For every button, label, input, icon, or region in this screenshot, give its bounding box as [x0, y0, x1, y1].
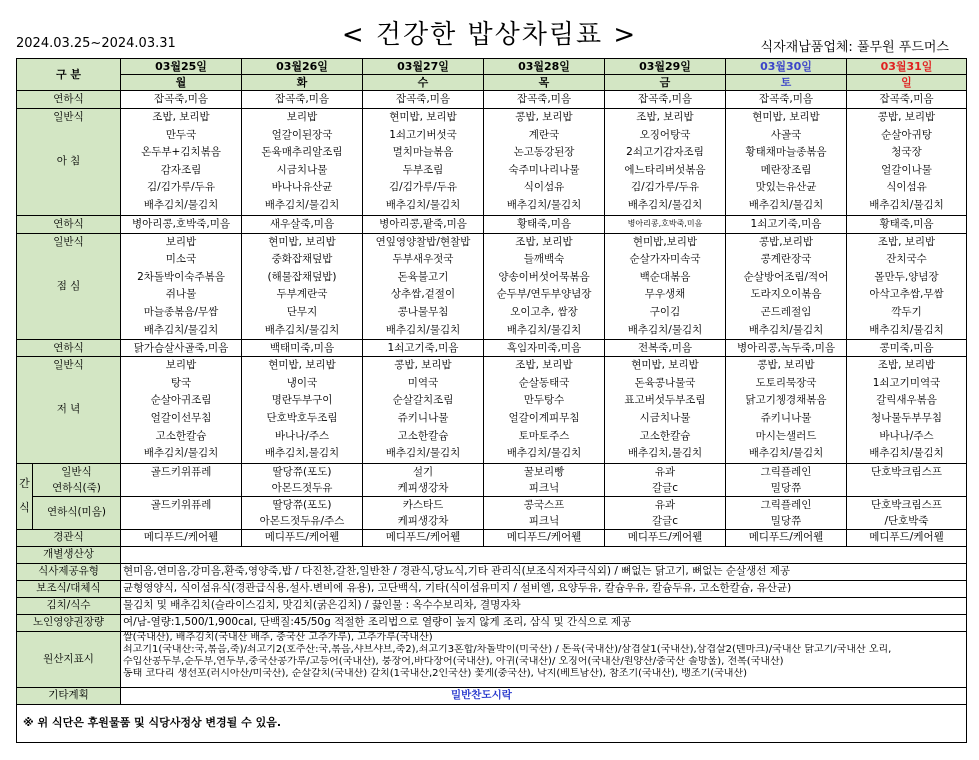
date-range: 2024.03.25~2024.03.31 [16, 36, 176, 51]
menu-item: 시금치나물 [276, 163, 328, 176]
menu-item: 현미밥, 보리밥 [268, 359, 336, 372]
soft-label: 연하식 [17, 91, 121, 109]
info-label: 김치/식수 [17, 597, 121, 614]
soft-meal-cell: 1쇠고기죽,미음 [726, 215, 847, 233]
soft-meal-cell: 흑임자미죽,미음 [484, 340, 605, 357]
soft-meal-cell: 잡곡죽,미음 [847, 91, 967, 109]
menu-item: 닭고기쳉경채볶음 [745, 394, 827, 407]
tube-cell: 메디푸드/케어웰 [242, 529, 363, 546]
tube-cell: 메디푸드/케어웰 [847, 529, 967, 546]
menu-item: 토마토주스 [518, 429, 570, 442]
menu-item: 보리밥 [286, 111, 318, 123]
menu-item: 청나물두부무침 [870, 411, 942, 424]
menu-item: 몰만두,양념장 [874, 270, 939, 283]
tube-label: 경관식 [17, 529, 121, 546]
menu-item: 김/김가루/두유 [631, 181, 699, 194]
soft-meal-cell: 콩미죽,미음 [847, 340, 967, 357]
menu-item: 명란두부구이 [271, 394, 333, 407]
menu-item: 딸당쮸(포도) [272, 465, 332, 478]
menu-item: 배추김치/물김치 [143, 323, 219, 336]
menu-item: 현미밥, 보리밥 [631, 359, 699, 372]
soft-meal-cell: 전복죽,미음 [605, 340, 726, 357]
snack-cell [242, 496, 363, 529]
info-label: 식사제공유형 [17, 563, 121, 580]
snack-cell [121, 463, 242, 496]
meal-cell [363, 233, 484, 340]
vendor-label: 식자재납품업체: 풀무원 푸드머스 [760, 40, 949, 55]
snack-cell [363, 463, 484, 496]
menu-item: 현미밥, 보리밥 [752, 111, 820, 123]
meal-cell [242, 357, 363, 464]
snack-cell [242, 463, 363, 496]
menu-item: 콩밥, 보리밥 [757, 359, 815, 372]
menu-item: 쥐나물 [165, 288, 197, 301]
menu-item: 콩밥, 보리밥 [515, 111, 573, 123]
meal-cell [726, 233, 847, 340]
menu-item: 밀당쮸 [770, 481, 802, 494]
menu-item: 피크닉 [528, 481, 560, 494]
menu-item: 2차돌박이숙주볶음 [137, 270, 225, 283]
origin-text: 쌀(국내산), 배추김치(국내산 배추, 중국산 고추가루), 고추가루(국내산) 쇠고기1(국내산:국,볶음,죽)/쇠고기2(호주산:국,볶음,샤브샤브,죽2),쇠고기3혼합/차돌박이(미국산) / 돈육(국내산)/삼겹살1(국내산),삼겹살2(덴마크)/국내산 닭고기/국내산 오리, 수입산콩두부,순두부,연두부,중국산콩가루/고등어(국내산), 붕장어,바다장어(국내산), 아귀(국내산)/ 오징어(국내산/원양산/중국산 솔방울), 전복(국내산) 동태 코다리 생선포(러시아산/미국산), 순살갈치(국내산) 갈치(1국내산,2인국산) 꽃게(중국산), 낙지(베트남산), 참조기(국내산), 뱅조기(국내산) [121, 631, 967, 687]
menu-item: 배추김치/물김치 [748, 447, 824, 460]
menu-item: 밀당쮸 [770, 514, 802, 527]
snack-cell [847, 496, 967, 529]
menu-item: 김/김가루/두유 [389, 181, 457, 194]
menu-item: 골드키위퓨레 [150, 465, 212, 478]
header-date: 03월27일 [363, 59, 484, 75]
menu-item: 연잎영양찰밥/현찰밥 [375, 235, 471, 248]
footer-note: ※ 위 식단은 후원물품 및 식당사정상 변경될 수 있음. [17, 704, 967, 742]
menu-item: 쥬키니나물 [397, 411, 449, 424]
soft-meal-cell: 병아리콩,녹두죽,미음 [726, 340, 847, 357]
menu-item: 깍두기 [891, 305, 922, 318]
soft-meal-cell: 잡곡죽,미음 [363, 91, 484, 109]
general-label: 일반식 [53, 235, 84, 248]
menu-item: 순살아귀조림 [150, 394, 212, 407]
menu-item: 보리밥 [165, 235, 197, 248]
menu-item: 케피생강차 [397, 514, 449, 527]
meal-cell [605, 357, 726, 464]
menu-item: 온두부+김치볶음 [141, 146, 221, 159]
meal-cell [605, 109, 726, 216]
menu-item: 유과 [654, 498, 676, 511]
info-text: 균형영양식, 식이섬유식(경관급식용,설사.변비에 유용), 고단백식, 기타(식이섬유미지 / 설비엘, 요양두유, 칼슘우유, 칼슘두유, 고소한칼슘, 유산균) [121, 580, 967, 597]
snack-cell [726, 496, 847, 529]
menu-item: 식이섬유 [523, 181, 565, 194]
menu-item: 현미밥, 보리밥 [389, 111, 457, 123]
snack-cell [605, 496, 726, 529]
soft-meal-cell: 병아리콩,호박죽,미음 [121, 215, 242, 233]
menu-item: 얼갈이된장국 [271, 128, 333, 141]
menu-item: 순살동태국 [518, 376, 570, 389]
menu-item: 냉이국 [286, 376, 318, 389]
menu-item: 미소국 [165, 253, 197, 266]
menu-item: 순살갈치조림 [392, 394, 454, 407]
menu-item: 황태채마늘종볶음 [745, 146, 827, 159]
menu-item: 배추김치,물김치 [264, 447, 340, 460]
snack-cell [847, 463, 967, 496]
menu-item: 바나나/주스 [274, 429, 330, 442]
menu-item: 사골국 [770, 128, 802, 141]
info-label: 개별생산상 [17, 546, 121, 563]
snack-cell [605, 463, 726, 496]
meal-cell [847, 109, 967, 216]
page-title: < 건강한 밥상차림표 > [341, 20, 638, 50]
menu-item: 바나나유산균 [271, 181, 333, 194]
menu-item: 순두부/연두부양념장 [496, 288, 592, 301]
menu-item: 배추김치/물김치 [748, 198, 824, 211]
meal-plan-table [16, 58, 967, 743]
menu-item: 잔치국수 [886, 253, 927, 266]
header-day: 수 [363, 75, 484, 91]
header-day: 화 [242, 75, 363, 91]
menu-item: 보리밥 [165, 359, 197, 372]
snack-label: 간 식 [17, 463, 33, 529]
menu-item: 마늘종볶음/무쌈 [143, 305, 219, 318]
menu-item: 1쇠고기미역국 [872, 376, 941, 389]
soft-label: 연하식 [17, 340, 121, 357]
soft-label: 연하식 [17, 215, 121, 233]
menu-item: 상추쌈,겉절이 [390, 288, 456, 301]
meal-label-cell [17, 233, 121, 340]
menu-item: 오징어탕국 [639, 128, 691, 141]
menu-item: 배추김치/물김치 [869, 198, 944, 211]
menu-item: 피크닉 [528, 514, 560, 527]
header-day: 금 [605, 75, 726, 91]
snack-cell [484, 463, 605, 496]
tube-cell: 메디푸드/케어웰 [363, 529, 484, 546]
menu-item: 아몬드젓두유/주스 [259, 514, 345, 527]
menu-item: 현미밥, 보리밥 [268, 235, 336, 248]
menu-item: 아몬드젓두유 [271, 481, 333, 494]
soft-meal-cell: 잡곡죽,미음 [726, 91, 847, 109]
header-date: 03월25일 [121, 59, 242, 75]
menu-item: 돈육콩나물국 [634, 376, 696, 389]
soft-meal-cell: 백태미죽,미음 [242, 340, 363, 357]
menu-item: 갈릭새우볶음 [876, 394, 937, 407]
menu-item [121, 513, 241, 529]
menu-item: 고소한칼슘 [639, 429, 691, 442]
menu-item: 고소한칼슘 [397, 429, 449, 442]
menu-item: 배추김치/물김치 [506, 323, 582, 336]
menu-item: 아삭고추쌈,무쌈 [869, 288, 944, 301]
menu-item: 곤드레절임 [760, 305, 812, 318]
menu-item: 탕국 [170, 376, 192, 389]
info-label: 노인영양권장량 [17, 614, 121, 631]
other-text: 밀반찬도시락 [121, 687, 967, 704]
menu-item: 배추김치/물김치 [506, 447, 582, 460]
menu-item: 꿀보리빵 [523, 465, 565, 478]
menu-item: 순살방어조림/적어 [743, 270, 829, 283]
menu-item: 딸당쮸(포도) [272, 498, 332, 511]
menu-item: 조밥, 보리밥 [636, 111, 694, 123]
meal-cell [847, 233, 967, 340]
soft-meal-cell: 병아리콩,팥죽,미음 [363, 215, 484, 233]
header-label: 구 분 [17, 59, 121, 91]
general-label: 일반식 [53, 359, 84, 372]
menu-item: 콩계란장국 [760, 253, 812, 266]
menu-item: 순살아귀탕 [881, 128, 932, 141]
soft-meal-cell: 잡곡죽,미음 [605, 91, 726, 109]
meal-name: 점 심 [56, 279, 81, 292]
menu-item: 돈육불고기 [397, 270, 449, 283]
menu-item: 그릭플레인 [760, 498, 812, 511]
menu-item [121, 480, 241, 496]
menu-item: 에느타리버섯볶음 [624, 163, 706, 176]
info-text: 물김치 및 배추김치(슬라이스김치, 맛김치(굵은김치) / 끓인물 : 옥수수보리차, 결명자차 [121, 597, 967, 614]
meal-name: 저 녁 [56, 403, 81, 416]
menu-item: 만두국 [165, 128, 197, 141]
menu-item: 구이김 [649, 305, 681, 318]
header-day: 토 [726, 75, 847, 91]
soft-meal-cell: 잡곡죽,미음 [242, 91, 363, 109]
soft-meal-cell: 새우살죽,미음 [242, 215, 363, 233]
meal-cell [242, 109, 363, 216]
meal-label-cell [17, 357, 121, 464]
menu-item: 식이섬유 [886, 181, 927, 194]
header-day: 월 [121, 75, 242, 91]
meal-cell [605, 233, 726, 340]
menu-item: 쥬키니나물 [760, 411, 812, 424]
other-label: 기타계획 [17, 687, 121, 704]
menu-item: 감자조림 [160, 163, 202, 176]
menu-item: 카스타드 [402, 498, 444, 511]
header-date: 03월29일 [605, 59, 726, 75]
soft-meal-cell: 병아리콩,호박죽,미음 [605, 215, 726, 233]
menu-item: 단호박호두조림 [266, 411, 338, 424]
menu-item: 맛있는유산균 [755, 181, 817, 194]
info-text: 여/남-열량:1,500/1,900cal, 단백질:45/50g 적절한 조리법으로 열량이 높지 않게 조리, 삼식 및 간식으로 제공 [121, 614, 967, 631]
meal-cell [847, 357, 967, 464]
menu-item: 조밥, 보리밥 [877, 235, 936, 248]
snack-cell [484, 496, 605, 529]
menu-item: 2쇠고기감자조림 [626, 146, 704, 159]
menu-item: 조밥, 보리밥 [515, 359, 573, 372]
menu-item: 숙주미나리나물 [508, 163, 580, 176]
menu-item: 배추김치,물김치 [627, 447, 703, 460]
menu-item: 중화잡채덮밥 [271, 253, 333, 266]
snack-cell [121, 496, 242, 529]
menu-item: 무우생채 [644, 288, 686, 301]
menu-item: 김/김가루/두유 [147, 181, 215, 194]
header-date: 03월31일 [847, 59, 967, 75]
menu-item: 설기 [412, 465, 434, 478]
info-text: 현미음,연미음,강미음,환죽,영양죽,밥 / 다진찬,갈찬,일반찬 / 경관식,당뇨식,기타 관리식(보조식저자극식외) / 뼈없는 닭고기, 뼈없는 순살생선 제공 [121, 563, 967, 580]
menu-item: 단무지 [286, 305, 318, 318]
soft-meal-cell: 잡곡죽,미음 [121, 91, 242, 109]
menu-item: 배추김치/물김치 [385, 447, 461, 460]
info-text [121, 546, 967, 563]
menu-item: 표고버섯두부조림 [624, 394, 706, 407]
menu-item: 조밥, 보리밥 [515, 235, 573, 248]
menu-item: 논고동강된장 [513, 146, 575, 159]
soft-meal-cell: 잡곡죽,미음 [484, 91, 605, 109]
menu-item: 1쇠고기버섯국 [389, 128, 457, 141]
menu-item: 얼갈이선무침 [150, 411, 212, 424]
snack-general-label: 일반식 연하식(죽) [33, 463, 121, 496]
menu-item: 골드키위퓨레 [150, 498, 212, 511]
soft-meal-cell: 황태죽,미음 [847, 215, 967, 233]
menu-item: 단호박크림스프 [870, 465, 942, 478]
tube-cell: 메디푸드/케어웰 [726, 529, 847, 546]
origin-label: 원산지표시 [17, 631, 121, 687]
meal-cell [363, 357, 484, 464]
menu-item: 메란장조림 [760, 163, 812, 176]
tube-cell: 메디푸드/케어웰 [484, 529, 605, 546]
meal-name: 아 침 [56, 155, 81, 168]
menu-item: 돈육매추리알조림 [261, 146, 343, 159]
menu-item: 배추김치/물김치 [385, 198, 461, 211]
menu-item: 도라지오이볶음 [750, 288, 822, 301]
menu-item: 배추김치/물김치 [385, 323, 461, 336]
meal-cell [121, 233, 242, 340]
header-date: 03월30일 [726, 59, 847, 75]
menu-item: 시금치나물 [639, 411, 691, 424]
menu-item: 배추김치/물김치 [627, 323, 703, 336]
meal-cell [242, 233, 363, 340]
menu-item: 계란국 [528, 128, 560, 141]
menu-item: 갈글c [651, 514, 679, 527]
menu-item: 만두탕수 [523, 394, 565, 407]
meal-cell [726, 109, 847, 216]
menu-item: 콩국스프 [523, 498, 565, 511]
menu-item: 배추김치/물김치 [506, 198, 582, 211]
menu-item: 배추김치/물김치 [264, 323, 340, 336]
menu-item: 도토리묵장국 [755, 376, 817, 389]
meal-cell [121, 109, 242, 216]
snack-cell [726, 463, 847, 496]
menu-item: 청국장 [891, 146, 922, 159]
menu-item: 바나나/주스 [879, 429, 934, 442]
menu-item: 케피생강차 [397, 481, 449, 494]
menu-item: 배추김치/물김치 [143, 198, 219, 211]
menu-item: 조밥, 보리밥 [152, 111, 210, 123]
menu-item: /단호박죽 [884, 514, 929, 527]
menu-item: 미역국 [407, 376, 439, 389]
meal-cell [121, 357, 242, 464]
meal-cell [726, 357, 847, 464]
menu-item: 배추김치/물김치 [869, 447, 944, 460]
menu-item: 배추김치/물김치 [143, 447, 219, 460]
soft-meal-cell: 황태죽,미음 [484, 215, 605, 233]
menu-item: 순살가자미속국 [629, 253, 701, 266]
menu-item: 현미밥,보리밥 [632, 235, 698, 248]
header-day: 일 [847, 75, 967, 91]
menu-item: 콩밥, 보리밥 [877, 111, 936, 123]
menu-item: 배추김치/물김치 [264, 198, 340, 211]
menu-item: 그릭플레인 [760, 465, 812, 478]
header-day: 목 [484, 75, 605, 91]
menu-item [847, 480, 966, 496]
menu-item: 고소한칼슘 [155, 429, 207, 442]
soft-meal-cell: 1쇠고기죽,미음 [363, 340, 484, 357]
menu-item: 두부계란국 [276, 288, 328, 301]
menu-item: 유과 [654, 465, 676, 478]
general-label: 일반식 [53, 111, 84, 123]
meal-label-cell [17, 109, 121, 216]
header-date: 03월28일 [484, 59, 605, 75]
menu-item: 오이고추, 쌈장 [510, 305, 578, 318]
menu-item: 마시는샐러드 [755, 429, 817, 442]
menu-item: 얼갈이나물 [881, 163, 932, 176]
menu-item: 들깨백숙 [523, 253, 565, 266]
meal-cell [363, 109, 484, 216]
soft-meal-cell: 닭가슴살사골죽,미음 [121, 340, 242, 357]
menu-item: 콩밥, 보리밥 [394, 359, 452, 372]
menu-item: 배추김치/물김치 [748, 323, 824, 336]
menu-item: 단호박크림스프 [870, 498, 942, 511]
menu-item: 양송이버섯어묵볶음 [498, 270, 590, 283]
menu-item: 두부새우젓국 [392, 253, 454, 266]
header-date: 03월26일 [242, 59, 363, 75]
menu-item: 배추김치/물김치 [627, 198, 703, 211]
tube-cell: 메디푸드/케어웰 [121, 529, 242, 546]
tube-cell: 메디푸드/케어웰 [605, 529, 726, 546]
snack-cell [363, 496, 484, 529]
menu-item: 배추김치/물김치 [869, 323, 944, 336]
menu-item: 갈글c [651, 481, 679, 494]
menu-item: (해물잡채덮밥) [267, 270, 337, 283]
menu-item: 백순대볶음 [639, 270, 691, 283]
menu-item: 조밥, 보리밥 [877, 359, 936, 372]
menu-item: 콩나물무침 [397, 305, 449, 318]
meal-cell [484, 233, 605, 340]
meal-cell [484, 109, 605, 216]
info-label: 보조식/대체식 [17, 580, 121, 597]
snack-soft-label: 연하식(미음) [33, 496, 121, 529]
menu-item: 두부조림 [402, 163, 444, 176]
menu-item: 콩밥,보리밥 [758, 235, 814, 248]
menu-item: 얼갈이계피무침 [508, 411, 580, 424]
meal-cell [484, 357, 605, 464]
menu-item: 멸치마늘볶음 [392, 146, 454, 159]
